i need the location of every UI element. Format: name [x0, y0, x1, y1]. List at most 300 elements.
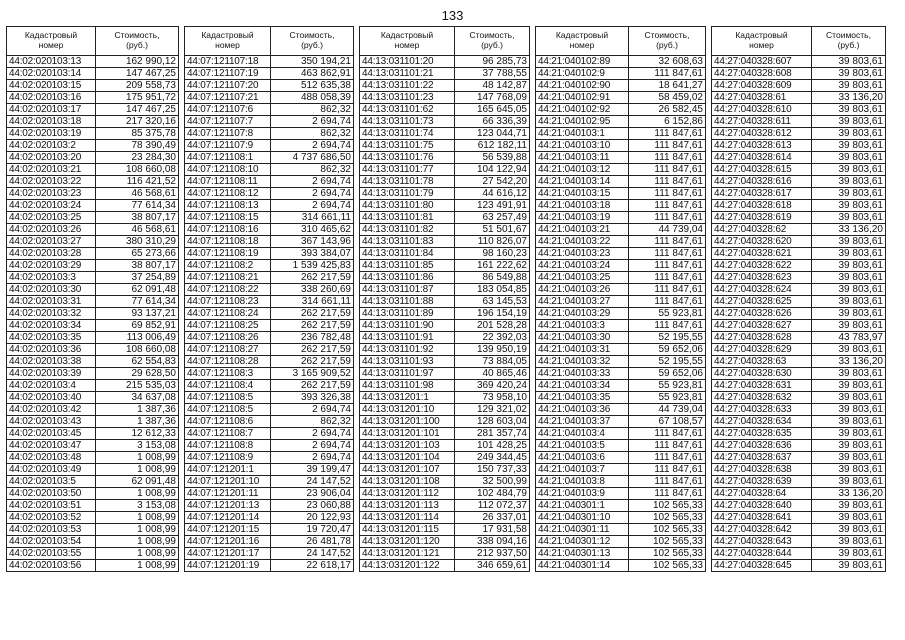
table-row [536, 236, 706, 248]
cadastral-number-cell: 44:02:020103:15 [7, 80, 96, 92]
table-row [7, 296, 179, 308]
cadastral-number-cell: 44:21:040103:30 [536, 332, 629, 344]
cadastral-number-cell: 44:07:121108:9 [185, 452, 271, 464]
cadastral-number-cell: 44:27:040328:64 [712, 488, 812, 500]
cost-cell: 24 147,52 [271, 548, 354, 560]
cost-cell: 29 628,50 [96, 368, 179, 380]
cadastral-number-cell: 44:21:040103:35 [536, 392, 629, 404]
cadastral-number-cell: 44:21:040102:92 [536, 104, 629, 116]
table-row [7, 512, 179, 524]
table-row [185, 476, 354, 488]
cost-cell: 104 122,94 [455, 164, 530, 176]
table-row [712, 488, 886, 500]
header-cost [629, 27, 706, 56]
header-cadastral-line1: Кадастровый [24, 30, 78, 41]
cadastral-number-cell: 44:07:121108:16 [185, 224, 271, 236]
table-row [7, 488, 179, 500]
header-cadastral-number [360, 27, 455, 56]
table-row [712, 524, 886, 536]
cadastral-number-cell: 44:27:040328:634 [712, 416, 812, 428]
cadastral-number-cell: 44:21:040103:36 [536, 404, 629, 416]
cost-cell: 209 558,73 [96, 80, 179, 92]
cadastral-table-2 [184, 26, 354, 572]
cost-cell: 44 739,04 [629, 404, 706, 416]
cadastral-number-cell: 44:27:040328:614 [712, 152, 812, 164]
cadastral-number-cell: 44:13:031201:115 [360, 524, 455, 536]
cost-cell: 19 720,47 [271, 524, 354, 536]
table-row [360, 464, 530, 476]
cost-cell: 1 008,99 [96, 536, 179, 548]
table-row [360, 56, 530, 68]
cadastral-number-cell: 44:02:020103:47 [7, 440, 96, 452]
cost-cell: 110 826,07 [455, 236, 530, 248]
table-row [536, 188, 706, 200]
cost-cell: 55 923,81 [629, 392, 706, 404]
cadastral-number-cell: 44:27:040328:62 [712, 224, 812, 236]
cadastral-number-cell: 44:07:121201:1 [185, 464, 271, 476]
cadastral-number-cell: 44:07:121107:19 [185, 68, 271, 80]
table-row [712, 248, 886, 260]
table-row [185, 320, 354, 332]
cadastral-number-cell: 44:13:031101:84 [360, 248, 455, 260]
cost-cell: 39 803,61 [812, 248, 886, 260]
cost-cell: 2 694,74 [271, 404, 354, 416]
cadastral-number-cell: 44:27:040328:609 [712, 80, 812, 92]
table-row [536, 128, 706, 140]
cadastral-number-cell: 44:21:040103:34 [536, 380, 629, 392]
cost-cell: 393 384,07 [271, 248, 354, 260]
cadastral-number-cell: 44:13:031201:114 [360, 512, 455, 524]
cost-cell: 39 803,61 [812, 152, 886, 164]
cadastral-number-cell: 44:27:040328:63 [712, 356, 812, 368]
table-row [185, 200, 354, 212]
cost-cell: 39 803,61 [812, 512, 886, 524]
cost-cell: 33 136,20 [812, 488, 886, 500]
cadastral-number-cell: 44:21:040103:4 [536, 428, 629, 440]
cadastral-number-cell: 44:13:031101:81 [360, 212, 455, 224]
cadastral-number-cell: 44:02:020103:20 [7, 152, 96, 164]
cadastral-number-cell: 44:07:121108:3 [185, 368, 271, 380]
table-row [7, 476, 179, 488]
cadastral-number-cell: 44:07:121108:5 [185, 392, 271, 404]
cadastral-number-cell: 44:02:020103:21 [7, 164, 96, 176]
cadastral-number-cell: 44:27:040328:623 [712, 272, 812, 284]
header-cadastral-line2: номер [749, 40, 774, 50]
cost-cell: 39 803,61 [812, 464, 886, 476]
table-row [536, 284, 706, 296]
cost-cell: 55 923,81 [629, 308, 706, 320]
cost-cell: 612 182,11 [455, 140, 530, 152]
cost-cell: 23 060,88 [271, 500, 354, 512]
cadastral-number-cell: 44:02:020103:27 [7, 236, 96, 248]
cost-cell: 55 923,81 [629, 380, 706, 392]
cost-cell: 1 539 425,83 [271, 260, 354, 272]
cadastral-number-cell: 44:02:020103:13 [7, 56, 96, 68]
cadastral-number-cell: 44:02:020103:32 [7, 308, 96, 320]
cost-cell: 102 565,33 [629, 536, 706, 548]
cadastral-number-cell: 44:27:040328:618 [712, 200, 812, 212]
cost-cell: 22 392,03 [455, 332, 530, 344]
cost-cell: 43 783,97 [812, 332, 886, 344]
cost-cell: 66 336,39 [455, 116, 530, 128]
table-row [7, 428, 179, 440]
cost-cell: 183 054,85 [455, 284, 530, 296]
cadastral-number-cell: 44:07:121108:23 [185, 296, 271, 308]
cadastral-number-cell: 44:13:031101:20 [360, 56, 455, 68]
table-row [712, 260, 886, 272]
cost-cell: 56 539,88 [455, 152, 530, 164]
table-row [712, 116, 886, 128]
cadastral-number-cell: 44:27:040328:610 [712, 104, 812, 116]
cost-cell: 111 847,61 [629, 260, 706, 272]
table-row [536, 104, 706, 116]
cost-cell: 102 565,33 [629, 512, 706, 524]
table-row [536, 404, 706, 416]
cadastral-number-cell: 44:13:031201:122 [360, 560, 455, 572]
cadastral-number-cell: 44:13:031101:78 [360, 176, 455, 188]
table-row [536, 248, 706, 260]
header-cost [812, 27, 886, 56]
table-row [185, 548, 354, 560]
cadastral-number-cell: 44:02:020103:34 [7, 320, 96, 332]
cadastral-number-cell: 44:21:040301:1 [536, 500, 629, 512]
cadastral-number-cell: 44:07:121201:10 [185, 476, 271, 488]
table-row [536, 488, 706, 500]
cost-cell: 111 847,61 [629, 164, 706, 176]
cost-cell: 40 865,46 [455, 368, 530, 380]
cost-cell: 463 862,91 [271, 68, 354, 80]
table-row [7, 440, 179, 452]
cadastral-number-cell: 44:13:031101:82 [360, 224, 455, 236]
cost-cell: 39 803,61 [812, 164, 886, 176]
cost-cell: 39 803,61 [812, 56, 886, 68]
cost-cell: 22 618,17 [271, 560, 354, 572]
cadastral-table-3 [359, 26, 530, 572]
cadastral-number-cell: 44:27:040328:615 [712, 164, 812, 176]
table-row [536, 452, 706, 464]
table-row [185, 152, 354, 164]
cadastral-table-1 [6, 26, 179, 572]
table-row [536, 140, 706, 152]
table-row [536, 68, 706, 80]
cadastral-number-cell: 44:21:040103:19 [536, 212, 629, 224]
table-row [185, 164, 354, 176]
cadastral-number-cell: 44:27:040328:639 [712, 476, 812, 488]
cadastral-number-cell: 44:21:040103:6 [536, 452, 629, 464]
cost-cell: 39 803,61 [812, 368, 886, 380]
cost-cell: 102 565,33 [629, 524, 706, 536]
cadastral-number-cell: 44:13:031101:97 [360, 368, 455, 380]
table-row [7, 272, 179, 284]
table-row [536, 272, 706, 284]
cost-cell: 20 122,93 [271, 512, 354, 524]
cost-cell: 39 803,61 [812, 68, 886, 80]
header-cadastral-number [7, 27, 96, 56]
table-row [360, 104, 530, 116]
table-row [360, 92, 530, 104]
cost-cell: 111 847,61 [629, 440, 706, 452]
page-number: 133 [441, 8, 464, 23]
cost-cell: 44 739,04 [629, 224, 706, 236]
table-body [7, 27, 179, 572]
cadastral-number-cell: 44:07:121108:13 [185, 200, 271, 212]
cost-cell: 111 847,61 [629, 320, 706, 332]
cost-cell: 39 803,61 [812, 428, 886, 440]
table-row [7, 284, 179, 296]
cost-cell: 24 147,52 [271, 476, 354, 488]
cadastral-number-cell: 44:07:121108:10 [185, 164, 271, 176]
cadastral-number-cell: 44:02:020103:17 [7, 104, 96, 116]
cost-cell: 346 659,61 [455, 560, 530, 572]
table-body [185, 27, 354, 572]
cost-cell: 67 108,57 [629, 416, 706, 428]
table-row [7, 212, 179, 224]
cadastral-number-cell: 44:21:040103:1 [536, 128, 629, 140]
cost-cell: 38 807,17 [96, 212, 179, 224]
cadastral-number-cell: 44:21:040103:32 [536, 356, 629, 368]
table-body [536, 27, 706, 572]
table-row [712, 296, 886, 308]
cost-cell: 111 847,61 [629, 128, 706, 140]
cadastral-number-cell: 44:02:020103:14 [7, 68, 96, 80]
cadastral-number-cell: 44:07:121201:17 [185, 548, 271, 560]
cadastral-number-cell: 44:21:040103:25 [536, 272, 629, 284]
cadastral-number-cell: 44:07:121107:8 [185, 128, 271, 140]
table-row [7, 368, 179, 380]
cadastral-number-cell: 44:13:031101:85 [360, 260, 455, 272]
cost-cell: 12 612,33 [96, 428, 179, 440]
cadastral-number-cell: 44:27:040328:629 [712, 344, 812, 356]
cadastral-number-cell: 44:02:020103:49 [7, 464, 96, 476]
table-row [536, 344, 706, 356]
cadastral-number-cell: 44:27:040328:622 [712, 260, 812, 272]
cadastral-number-cell: 44:07:121107:9 [185, 140, 271, 152]
table-row [360, 488, 530, 500]
cadastral-number-cell: 44:02:020103:2 [7, 140, 96, 152]
cadastral-number-cell: 44:27:040328:620 [712, 236, 812, 248]
table-row [7, 536, 179, 548]
cadastral-number-cell: 44:21:040301:14 [536, 560, 629, 572]
table-row [185, 176, 354, 188]
cost-cell: 39 199,47 [271, 464, 354, 476]
cadastral-number-cell: 44:07:121108:8 [185, 440, 271, 452]
cadastral-number-cell: 44:21:040103:8 [536, 476, 629, 488]
cost-cell: 62 091,48 [96, 476, 179, 488]
table-row [185, 392, 354, 404]
cost-cell: 147 467,25 [96, 68, 179, 80]
cost-cell: 69 852,91 [96, 320, 179, 332]
cadastral-number-cell: 44:13:031101:74 [360, 128, 455, 140]
cost-cell: 862,32 [271, 164, 354, 176]
cadastral-number-cell: 44:27:040328:645 [712, 560, 812, 572]
cost-cell: 44 616,12 [455, 188, 530, 200]
cost-cell: 862,32 [271, 104, 354, 116]
table-row [536, 332, 706, 344]
table-row [7, 392, 179, 404]
cadastral-number-cell: 44:27:040328:635 [712, 428, 812, 440]
cadastral-number-cell: 44:07:121108:1 [185, 152, 271, 164]
cost-cell: 93 137,21 [96, 308, 179, 320]
cost-cell: 1 387,36 [96, 416, 179, 428]
table-row [185, 68, 354, 80]
cadastral-number-cell: 44:27:040328:611 [712, 116, 812, 128]
cadastral-number-cell: 44:07:121107:7 [185, 116, 271, 128]
cadastral-number-cell: 44:07:121108:21 [185, 272, 271, 284]
cadastral-number-cell: 44:02:020103:18 [7, 116, 96, 128]
cadastral-number-cell: 44:02:020103:26 [7, 224, 96, 236]
table-row [185, 524, 354, 536]
table-row [185, 116, 354, 128]
cadastral-number-cell: 44:02:020103:51 [7, 500, 96, 512]
table-body [360, 27, 530, 572]
table-row [536, 92, 706, 104]
cadastral-number-cell: 44:02:020103:29 [7, 260, 96, 272]
cadastral-number-cell: 44:13:031101:89 [360, 308, 455, 320]
table-row [712, 428, 886, 440]
cost-cell: 39 803,61 [812, 260, 886, 272]
header-cost-line1: Стоимость, [114, 30, 160, 41]
cost-cell: 147 768,09 [455, 92, 530, 104]
cadastral-number-cell: 44:07:121201:11 [185, 488, 271, 500]
cost-cell: 39 803,61 [812, 308, 886, 320]
table-row [185, 452, 354, 464]
cadastral-number-cell: 44:27:040328:630 [712, 368, 812, 380]
cost-cell: 51 501,67 [455, 224, 530, 236]
cadastral-number-cell: 44:27:040328:632 [712, 392, 812, 404]
cadastral-number-cell: 44:21:040301:11 [536, 524, 629, 536]
cadastral-number-cell: 44:21:040103:14 [536, 176, 629, 188]
header-cost-line2: (руб.) [301, 40, 323, 50]
cost-cell: 102 484,79 [455, 488, 530, 500]
table-row [536, 212, 706, 224]
header-cadastral-line2: номер [38, 40, 64, 50]
cadastral-number-cell: 44:21:040103:12 [536, 164, 629, 176]
table-row [185, 380, 354, 392]
cost-cell: 393 326,38 [271, 392, 354, 404]
cost-cell: 62 554,83 [96, 356, 179, 368]
table-row [185, 488, 354, 500]
table-row [185, 440, 354, 452]
cadastral-number-cell: 44:07:121108:27 [185, 344, 271, 356]
cost-cell: 314 661,11 [271, 296, 354, 308]
cadastral-number-cell: 44:27:040328:617 [712, 188, 812, 200]
table-row [360, 560, 530, 572]
cadastral-number-cell: 44:13:031101:75 [360, 140, 455, 152]
table-row [360, 392, 530, 404]
cadastral-number-cell: 44:13:031101:76 [360, 152, 455, 164]
cadastral-number-cell: 44:13:031201:112 [360, 488, 455, 500]
cost-cell: 113 006,49 [96, 332, 179, 344]
cost-cell: 111 847,61 [629, 68, 706, 80]
table-row [712, 536, 886, 548]
cadastral-number-cell: 44:02:020103:35 [7, 332, 96, 344]
table-row [360, 320, 530, 332]
cadastral-number-cell: 44:27:040328:61 [712, 92, 812, 104]
cadastral-number-cell: 44:27:040328:633 [712, 404, 812, 416]
table-row [712, 344, 886, 356]
cost-cell: 111 847,61 [629, 188, 706, 200]
table-row [712, 320, 886, 332]
cadastral-number-cell: 44:13:031101:22 [360, 80, 455, 92]
cost-cell: 123 491,91 [455, 200, 530, 212]
table-row [712, 332, 886, 344]
cost-cell: 101 428,25 [455, 440, 530, 452]
table-row [712, 212, 886, 224]
header-cadastral-number [185, 27, 271, 56]
table-row [712, 128, 886, 140]
cadastral-number-cell: 44:02:020103:40 [7, 392, 96, 404]
table-row [712, 500, 886, 512]
table-row [360, 548, 530, 560]
table-row [536, 416, 706, 428]
table-row [536, 464, 706, 476]
cadastral-number-cell: 44:27:040328:619 [712, 212, 812, 224]
header-cost-line1: Стоимость, [644, 30, 690, 41]
table-row [185, 224, 354, 236]
table-row [536, 548, 706, 560]
cost-cell: 111 847,61 [629, 272, 706, 284]
table-row [185, 512, 354, 524]
table-row [712, 224, 886, 236]
cadastral-number-cell: 44:02:020103:36 [7, 344, 96, 356]
cadastral-number-cell: 44:21:040103:10 [536, 140, 629, 152]
header-cadastral-line2: номер [215, 40, 240, 50]
cadastral-number-cell: 44:02:020103:55 [7, 548, 96, 560]
cadastral-number-cell: 44:02:020103:53 [7, 524, 96, 536]
cadastral-number-cell: 44:07:121201:15 [185, 524, 271, 536]
table-row [712, 200, 886, 212]
cadastral-number-cell: 44:27:040328:631 [712, 380, 812, 392]
cadastral-number-cell: 44:13:031201:101 [360, 428, 455, 440]
cost-cell: 18 641,27 [629, 80, 706, 92]
cost-cell: 111 847,61 [629, 284, 706, 296]
cost-cell: 39 803,61 [812, 236, 886, 248]
table-row [360, 368, 530, 380]
cost-cell: 39 803,61 [812, 116, 886, 128]
cost-cell: 217 320,16 [96, 116, 179, 128]
cost-cell: 23 906,04 [271, 488, 354, 500]
table-row [712, 452, 886, 464]
cadastral-number-cell: 44:13:031201:10 [360, 404, 455, 416]
cost-cell: 52 195,55 [629, 356, 706, 368]
table-row [185, 428, 354, 440]
cadastral-number-cell: 44:02:020103:23 [7, 188, 96, 200]
cadastral-number-cell: 44:27:040328:627 [712, 320, 812, 332]
cadastral-number-cell: 44:27:040328:625 [712, 296, 812, 308]
cost-cell: 98 160,23 [455, 248, 530, 260]
table-row [360, 452, 530, 464]
cadastral-number-cell: 44:21:040103:22 [536, 236, 629, 248]
cost-cell: 2 694,74 [271, 176, 354, 188]
table-row [360, 236, 530, 248]
cadastral-number-cell: 44:02:020103:45 [7, 428, 96, 440]
cost-cell: 862,32 [271, 128, 354, 140]
cost-cell: 111 847,61 [629, 428, 706, 440]
cadastral-number-cell: 44:02:020103:24 [7, 200, 96, 212]
cadastral-number-cell: 44:27:040328:640 [712, 500, 812, 512]
cost-cell: 38 807,17 [96, 260, 179, 272]
cadastral-number-cell: 44:13:031101:62 [360, 104, 455, 116]
table-row [185, 332, 354, 344]
header-cadastral-line2: номер [394, 40, 420, 50]
table-header-row [712, 27, 886, 56]
table-row [185, 236, 354, 248]
cadastral-number-cell: 44:21:040102:9 [536, 68, 629, 80]
table-row [712, 188, 886, 200]
table-row [360, 500, 530, 512]
cost-cell: 39 803,61 [812, 140, 886, 152]
table-row [536, 200, 706, 212]
